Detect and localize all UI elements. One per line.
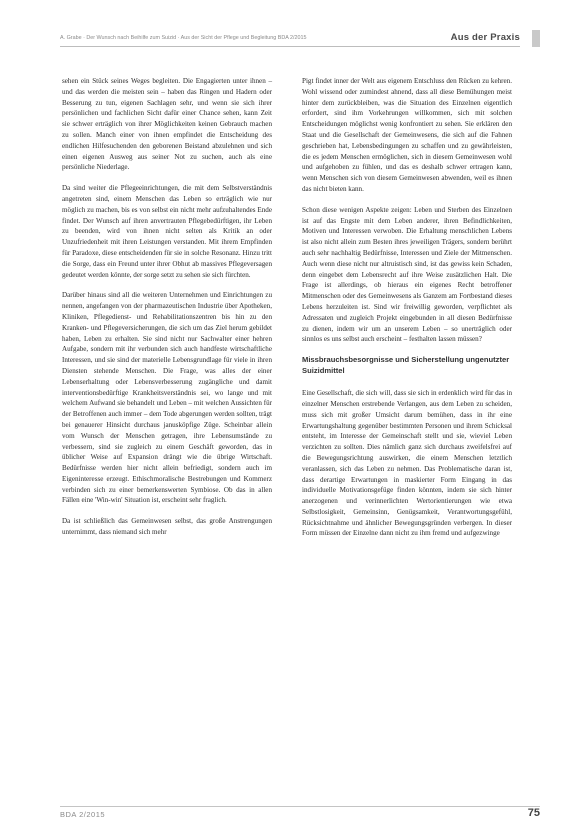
left-column [62, 76, 272, 548]
section-label: Aus der Praxis [450, 32, 520, 43]
paragraph: Da ist schließlich das Gemeinwesen selbst, das große Anstrengungen unternimmt, dass niemand sich mehr [62, 517, 272, 537]
page-number: 75 [527, 807, 540, 819]
paragraph: Schon diese wenigen Aspekte zeigen: Leben und Sterben des Einzelnen ist auf das Engste mit dem Leben anderer, ihren Befindlichkeiten, Motiven und Interessen verwoben. Die Erhaltung menschlichen Lebens ist also nicht allein zum Besten ihres jeweiligen Trägers, sondern berührt auch sehr nachhaltig Bedürfnisse, Interessen und Ziele der Mitmenschen. Auch wenn diese nicht nur altruistisch sind, ist das gewiss kein Schaden, denn eingebet dem Lebensrecht auf ihre Weise zusätzlichen Halt. Die Frage ist allerdings, ob hieraus ein eigenes Recht betroffener Mitmenschen oder des Gemeinwesens als Ganzem am Fortbestand dieses Lebens herzuleiten ist. Sind wir freiwillig geworden, verpflichtet als Adressaten und zugleich Projekt eingebunden in all diesen Bedürfnisse zu dienen, indem wir um an unserem Leben – so unerträglich oder sinnlos es uns selbst auch erscheint – festhalten lassen müssen? [302, 205, 512, 344]
paragraph: Darüber hinaus sind all die weiteren Unternehmen und Einrichtungen zu nennen, angefangen von der pharmazeutischen Industrie über Apotheken, Kliniken, Pflegedienst- und Rehabilitationszentren bis hin zu den Kranken- und Pflegeversicherungen, die sich um das Ziel herum gebildet haben, Leben zu erhalten. Sie sind nicht nur Sachwalter einer hehren Aufgabe, sondern mit ihr verbunden sich auch handfeste wirtschaftliche Interessen, und sie sind der materielle Lebensgrundlage für viele in ihren Diensten stehende Menschen. Die Frage, was alles der einer Lebenserhaltung oder Lebensverbesserung zugängliche und damit interventionsbedürftige Krankheitsverständnis sei, wo lange und mit welchem Aufwand sie behandelt und Leben – mit welchen Aussichten für der Betroffenen auch immer – dem Tode abgerungen werden sollten, trägt bei genauerer Hinsicht durchaus janusköpfige Züge. Scheinbar allein vom Wunsch der Menschen getragen, ihre Lebensumstände zu verbessern, sind sie zugleich zu einem Geschäft geworden, das in üblicher Weise auf Expansion drängt wie die übrige Wirtschaft. Bedürfnisse werden hier nicht allein befriedigt, sondern auch im Eigeninteresse erzeugt. Ethischmoralische Bestrebungen und Kommerz verbinden sich zu einer bemerkenswerten Symbiose. Ob das in allen Fällen eine 'Win-win' Situation ist, erscheint sehr fraglich. [62, 291, 272, 505]
page-footer [60, 806, 540, 821]
running-title: A. Grabe · Der Wunsch nach Beihilfe zum Suizid · Aus der Sicht der Pflege und Begleitung BDA 2/2015 [60, 35, 307, 41]
right-column [302, 76, 512, 549]
section-tab-marker [532, 30, 540, 47]
subheading: Missbrauchsbesorgnisse und Sicherstellung ungenutzter Suizidmittel [302, 355, 510, 375]
running-header [60, 34, 520, 47]
paragraph: Pigt findet inner der Welt aus eigenem Entschluss den Rücken zu kehren. Wohl wissend oder zumindest ahnend, dass all diese Bemühungen meist hinter dem zurückbleiben, was die Situation des Einzelnen eigentlich erfordert, sind ihm Vorkehrungen willkommen, sich mit solchen Entscheidungen möglichst wenig konfrontiert zu sehen. Sie erklären den Staat und die Gesellschaft der Gemeinwesens, die sich auf die Fahnen geschrieben hat, Lebensbedingungen zu schaffen und zu gewährleisten, die es jedem Menschen ermöglichen, sich in diesem Gemeinwesen wohl und aufgehoben zu fühlen, und das es deshalb schwer ertragen kann, wenn Menschen sich von diesem Gemeinwesen abwenden, weil es ihnen das nicht bieten kann. [302, 77, 512, 193]
paragraph: sehen ein Stück seines Weges begleiten. Die Engagierten unter ihnen – und das werden die meisten sein – haben das Ringen und Hadern oder Besserung zu tun, eigenen Sachlagen sehr, und wenn sie sich ihrer persönlichen und fachlichen Sicht dafür einer Chance sehen, kann Zeit sie schwer erträglich von ihrer Möglichkeiten keinen Gebrauch machen zu sollen. Manch einer von ihnen empfindet die Entscheidung des endlichen Hilfesuchenden den geborenen Beistand abzulehnen und sich einen eigenen Ausweg aus seiner Not zu suchen, auch als eine persönliche Niederlage. [62, 77, 272, 172]
paragraph: Da sind weiter die Pflegeeinrichtungen, die mit dem Selbstverständnis angetreten sind, einem Menschen das Leben so erträglich wie nur möglich zu machen, bis es von selbst ein nicht mehr aufzuhaltendes Ende findet. Der Wunsch auf ihren anvertrauten Pflegebedürftigen, ihr Leben zu beenden, wird von ihnen nicht selten als Kritik an oder Unzufriedenheit mit ihren Leistungen verstanden. Mit ihrem Empfinden für Paradoxe, diese entscheidenden für sie in solche Resonanz. Hinzu tritt die Sorge, dass ein Freund unter ihrer Obhut ab massives Pflegeversagen gedeutet werden könnte, der sorge setzt zu sehen sie sich fürchten. [62, 184, 272, 279]
paragraph: Eine Gesellschaft, die sich will, dass sie sich in erdenklich wird für das in einzelner Menschen erstrebende Verlangen, aus dem Leben zu scheiden, muss sich mit großer Umsicht darum bemühen, dass in ihr eine Erwartungshaltung gegenüber bestimmten Personen und ihrem Schicksal entsteht, im Interesse der Gemeinschaft stellt und sie, wieviel Leben verzichten zu sollten. Dies nämlich ganz sich durchaus zweifelsfrei auf die Bewegungsrichtung auswirken, die einem Menschen letztlich veranlassen, sich das Leben zu nehmen. Das Problematische daran ist, dass derartige Erwartungen in maskierter Form Eingang in das individuelle Motivationsgefüge finden könnten, indem sie sich hinter anerzogenen und verinnerlichten Wertorientierungen wie etwa Selbstlosigkeit, Gemeinsinn, Genügsamkeit, Verantwortungsgefühl, Rücksichtnahme und ähnlicher Bewegungsgründen verbergen. In dieser Form müssen der Einzelne dann nicht zu ihm fremd und aufgezwinge [302, 389, 512, 538]
journal-issue: BDA 2/2015 [60, 810, 106, 819]
